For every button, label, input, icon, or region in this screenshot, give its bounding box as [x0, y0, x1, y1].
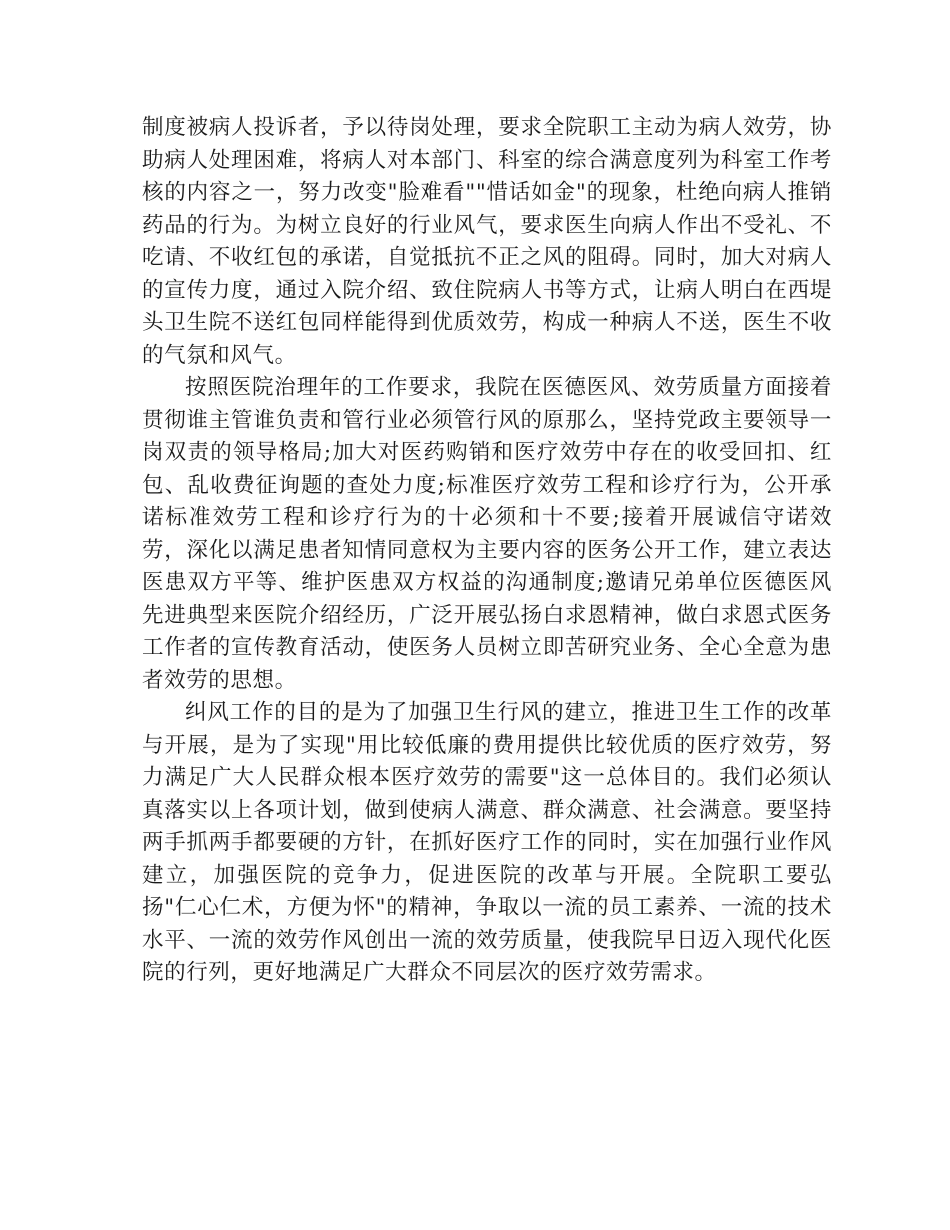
- paragraph-conclusion: 纠风工作的目的是为了加强卫生行风的建立，推进卫生工作的改革与开展，是为了实现"用比较低廉的费用提供比较优质的医疗效劳，努力满足广大人民群众根本医疗效劳的需要"这一总体目的。我们必须认真落实以上各项计划，做到使病人满意、群众满意、社会满意。要坚持两手抓两手都要硬的方针，在抓好医疗工作的同时，实在加强行业作风建立，加强医院的竞争力，促进医院的改革与开展。全院职工要弘扬"仁心仁术，方便为怀"的精神，争取以一流的员工素养、一流的技术水平、一流的效劳作风创出一流的效劳质量，使我院早日迈入现代化医院的行列，更好地满足广大群众不同层次的医疗效劳需求。: [142, 700, 832, 985]
- document-body: [142, 112, 832, 990]
- paragraph-continuation: 制度被病人投诉者，予以待岗处理，要求全院职工主动为病人效劳，协助病人处理困难，将病人对本部门、科室的综合满意度列为科室工作考核的内容之一，努力改变"脸难看""惜话如金"的现象，杜绝向病人推销药品的行为。为树立良好的行业风气，要求医生向病人作出不受礼、不吃请、不收红包的承诺，自觉抵抗不正之风的阻碍。同时，加大对病人的宣传力度，通过入院介绍、致住院病人书等方式，让病人明白在西堤头卫生院不送红包同样能得到优质效劳，构成一种病人不送，医生不收的气氛和风气。: [142, 115, 832, 368]
- paragraph-hospital-management: 按照医院治理年的工作要求，我院在医德医风、效劳质量方面接着贯彻谁主管谁负责和管行业必须管行风的原那么，坚持党政主要领导一岗双责的领导格局;加大对医药购销和医疗效劳中存在的收受回扣、红包、乱收费征询题的查处力度;标准医疗效劳工程和诊疗行为，公开承诺标准效劳工程和诊疗行为的十必须和十不要;接着开展诚信守诺效劳，深化以满足患者知情同意权为主要内容的医务公开工作，建立表达医患双方平等、维护医患双方权益的沟通制度;邀请兄弟单位医德医风先进典型来医院介绍经历，广泛开展弘扬白求恩精神，做白求恩式医务工作者的宣传教育活动，使医务人员树立即苦研究业务、全心全意为患者效劳的思想。: [142, 375, 832, 693]
